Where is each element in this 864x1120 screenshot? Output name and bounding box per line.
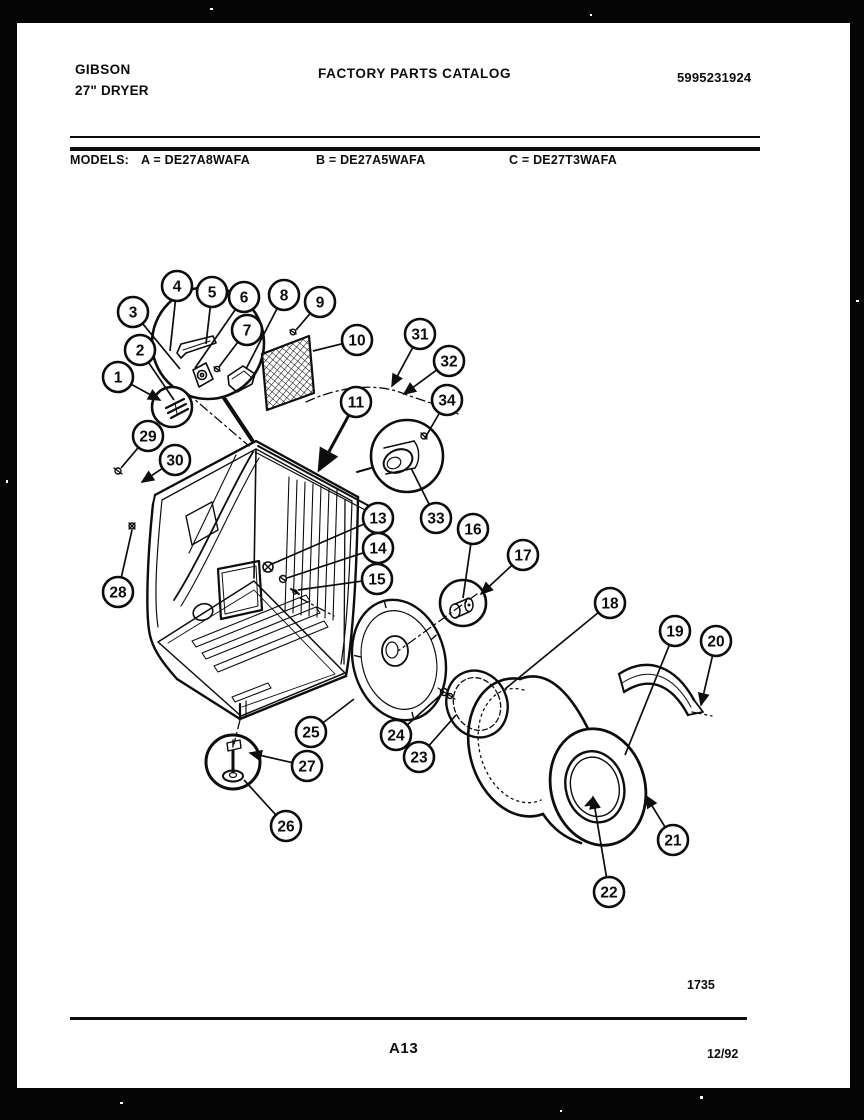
callout-number-7: 7 bbox=[242, 322, 252, 340]
leader-line-9 bbox=[296, 313, 310, 330]
leader-line-20 bbox=[701, 656, 713, 705]
callout-number-27: 27 bbox=[298, 758, 316, 776]
leader-line-10 bbox=[313, 344, 342, 351]
leader-line-11 bbox=[319, 415, 349, 470]
model-entry-b: B = DE27A5WAFA bbox=[316, 153, 426, 167]
callout-number-16: 16 bbox=[464, 521, 482, 539]
callout-number-14: 14 bbox=[369, 540, 387, 558]
callout-number-28: 28 bbox=[109, 584, 127, 602]
leader-line-19 bbox=[625, 645, 669, 755]
models-label: MODELS: bbox=[70, 153, 130, 167]
felt-seal-ring bbox=[436, 661, 518, 748]
leader-line-16 bbox=[463, 544, 471, 598]
leader-line-31 bbox=[392, 347, 413, 386]
callout-number-1: 1 bbox=[113, 369, 123, 387]
dryer-drum bbox=[468, 676, 659, 856]
leader-line-5 bbox=[206, 307, 210, 344]
leader-line-14 bbox=[287, 553, 364, 578]
callout-number-23: 23 bbox=[410, 749, 428, 767]
small-screw-part bbox=[214, 366, 220, 371]
callout-number-17: 17 bbox=[514, 547, 532, 565]
page-id: A13 bbox=[389, 1040, 419, 1057]
footer-rule bbox=[70, 1017, 747, 1020]
callout-number-15: 15 bbox=[368, 571, 386, 589]
callout-number-6: 6 bbox=[239, 289, 249, 307]
callout-number-26: 26 bbox=[277, 818, 295, 836]
callout-number-30: 30 bbox=[166, 452, 184, 470]
leader-line-25 bbox=[323, 699, 354, 723]
callout-number-25: 25 bbox=[302, 724, 320, 742]
leader-line-7 bbox=[219, 342, 238, 367]
callout-number-34: 34 bbox=[438, 392, 456, 410]
callout-number-4: 4 bbox=[172, 278, 182, 296]
leader-line-1 bbox=[131, 384, 160, 400]
disc-hub bbox=[382, 636, 408, 666]
catalog-number: 5995231924 bbox=[677, 70, 752, 85]
heavy-support-line bbox=[224, 398, 252, 440]
callout-number-13: 13 bbox=[369, 510, 387, 528]
callout-number-20: 20 bbox=[707, 633, 725, 651]
model-entry-c: C = DE27T3WAFA bbox=[509, 153, 618, 167]
callout-number-24: 24 bbox=[387, 727, 405, 745]
leader-line-21 bbox=[646, 796, 665, 827]
callout-number-31: 31 bbox=[411, 326, 429, 344]
leader-line-4 bbox=[170, 301, 175, 351]
callout-number-2: 2 bbox=[135, 342, 145, 360]
callout-number-5: 5 bbox=[207, 284, 217, 302]
model-entry-a: A = DE27A8WAFA bbox=[141, 153, 250, 167]
callout-number-29: 29 bbox=[139, 428, 157, 446]
leader-line-17 bbox=[481, 565, 512, 594]
leader-line-15 bbox=[298, 581, 362, 590]
callout-number-11: 11 bbox=[347, 394, 365, 412]
revision-date: 12/92 bbox=[707, 1047, 739, 1061]
leader-line-32 bbox=[404, 370, 437, 394]
callout-number-19: 19 bbox=[666, 623, 684, 641]
shaft-detail-bubble bbox=[440, 580, 486, 626]
mounting-screws bbox=[114, 468, 299, 594]
callout-number-32: 32 bbox=[440, 353, 458, 371]
leader-line-23 bbox=[429, 715, 456, 746]
figure-number: 1735 bbox=[687, 978, 715, 992]
page-title: FACTORY PARTS CATALOG bbox=[318, 66, 512, 81]
callout-number-8: 8 bbox=[279, 287, 289, 305]
callout-number-3: 3 bbox=[128, 304, 138, 322]
leader-line-27 bbox=[250, 753, 292, 763]
callout-number-18: 18 bbox=[601, 595, 619, 613]
leader-line-26 bbox=[244, 780, 276, 815]
drum-baffle bbox=[619, 665, 703, 715]
leader-line-18 bbox=[505, 613, 598, 689]
callout-number-22: 22 bbox=[600, 884, 618, 902]
brand-model-line: 27" DRYER bbox=[75, 83, 149, 98]
callout-number-33: 33 bbox=[427, 510, 445, 528]
header-rule bbox=[70, 136, 760, 151]
brand-name: GIBSON bbox=[75, 62, 131, 77]
lint-screen-grille bbox=[262, 336, 314, 410]
leveling-leg-bubble bbox=[206, 735, 260, 789]
leader-line-30 bbox=[142, 468, 163, 482]
callout-number-10: 10 bbox=[348, 332, 366, 350]
top-screw bbox=[290, 329, 296, 335]
callout-number-9: 9 bbox=[315, 294, 325, 312]
leader-line-28 bbox=[121, 530, 132, 577]
leader-line-29 bbox=[121, 447, 138, 468]
callout-number-21: 21 bbox=[664, 832, 682, 850]
